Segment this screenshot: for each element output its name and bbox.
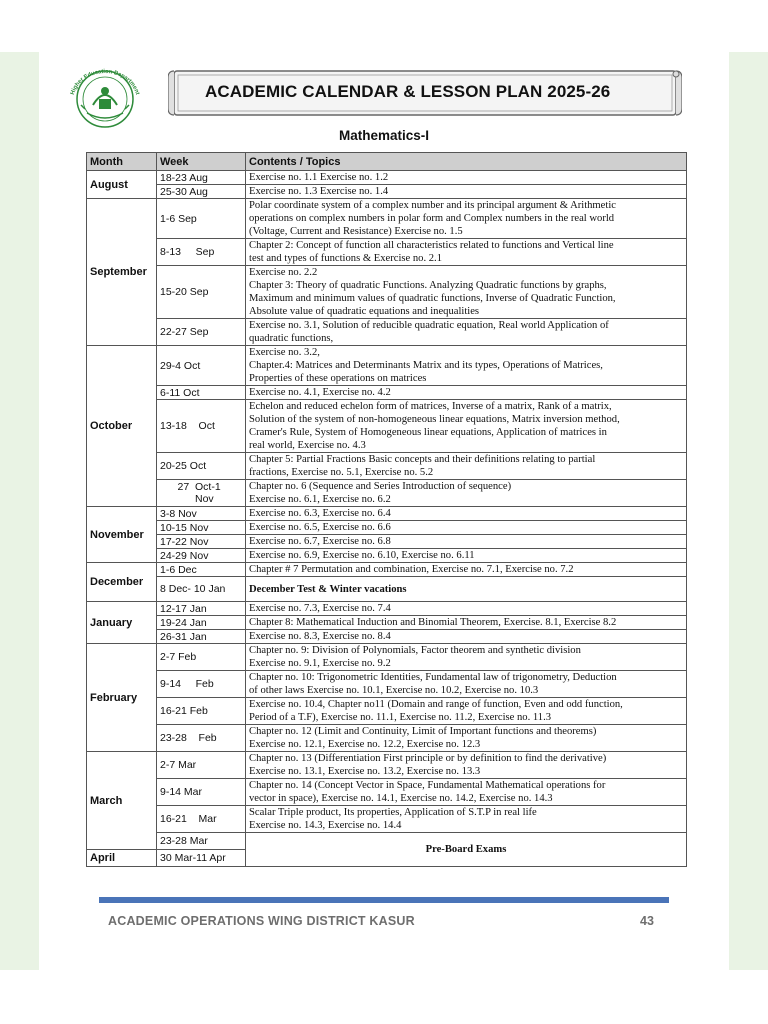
table-row: [87, 480, 687, 507]
svg-text:Higher Education Department: Higher Education Department: [69, 68, 141, 96]
lesson-plan-table: [86, 152, 687, 867]
table-row: [87, 535, 687, 549]
week-cell: 12-17 Jan: [157, 602, 246, 616]
page-number: 43: [640, 914, 654, 928]
table-row: [87, 752, 687, 779]
month-cell: January: [87, 602, 157, 644]
footer-text: ACADEMIC OPERATIONS WING DISTRICT KASUR: [108, 914, 415, 928]
topic-cell: Exercise no. 3.2, Chapter.4: Matrices and Determinants Matrix and its types, Operations of Matrices, Properties of these operations on matrices: [246, 346, 687, 386]
week-cell: 8-13 Sep: [157, 239, 246, 266]
table-row: [87, 698, 687, 725]
week-cell: 27 Oct-1 Nov: [157, 480, 246, 507]
table-row: [87, 199, 687, 239]
topic-cell: Chapter 2: Concept of function all characteristics related to functions and Vertical line test and types of functions & Exercise no. 2.1: [246, 239, 687, 266]
week-cell: 1-6 Dec: [157, 563, 246, 577]
table-row: [87, 671, 687, 698]
week-cell: 24-29 Nov: [157, 549, 246, 563]
table-row: [87, 602, 687, 616]
week-cell: 16-21 Mar: [157, 806, 246, 833]
topic-cell: Chapter no. 12 (Limit and Continuity, Limit of Important functions and theorems) Exercise no. 12.1, Exercise no. 12.2, Exercise no. 12.3: [246, 725, 687, 752]
table-row: [87, 549, 687, 563]
topic-cell: Exercise no. 3.1, Solution of reducible quadratic equation, Real world Application of quadratic functions,: [246, 319, 687, 346]
table-row: [87, 779, 687, 806]
week-cell: 18-23 Aug: [157, 171, 246, 185]
topic-cell: Exercise no. 6.5, Exercise no. 6.6: [246, 521, 687, 535]
month-cell: November: [87, 507, 157, 563]
week-cell: 9-14 Mar: [157, 779, 246, 806]
header-week: Week: [157, 153, 246, 171]
week-cell: 29-4 Oct: [157, 346, 246, 386]
week-cell: 23-28 Mar: [157, 833, 246, 850]
topic-cell: Chapter no. 9: Division of Polynomials, Factor theorem and synthetic division Exercise no. 9.1, Exercise no. 9.2: [246, 644, 687, 671]
month-cell: August: [87, 171, 157, 199]
table-row: [87, 616, 687, 630]
table-row: [87, 577, 687, 602]
week-cell: 19-24 Jan: [157, 616, 246, 630]
table-row: [87, 185, 687, 199]
topic-cell: December Test & Winter vacations: [246, 577, 687, 602]
subject-title: Mathematics-I: [338, 128, 430, 143]
topic-cell: Exercise no. 4.1, Exercise no. 4.2: [246, 386, 687, 400]
week-cell: 8 Dec- 10 Jan: [157, 577, 246, 602]
week-cell: 2-7 Mar: [157, 752, 246, 779]
week-cell: 17-22 Nov: [157, 535, 246, 549]
topic-cell: Chapter # 7 Permutation and combination, Exercise no. 7.1, Exercise no. 7.2: [246, 563, 687, 577]
week-cell: 3-8 Nov: [157, 507, 246, 521]
week-cell: 25-30 Aug: [157, 185, 246, 199]
table-row: [87, 833, 687, 850]
topic-cell: Exercise no. 6.3, Exercise no. 6.4: [246, 507, 687, 521]
table-row: [87, 319, 687, 346]
table-row: [87, 521, 687, 535]
week-cell: 1-6 Sep: [157, 199, 246, 239]
topic-cell: Exercise no. 10.4, Chapter no11 (Domain and range of function, Even and odd function, Period of a T.F), Exercise no. 11.1, Exercise no. 11.2, Exercise no. 11.3: [246, 698, 687, 725]
header-topics: Contents / Topics: [246, 153, 687, 171]
week-cell: 13-18 Oct: [157, 400, 246, 453]
right-margin-panel: [729, 52, 768, 970]
topic-cell: Exercise no. 6.9, Exercise no. 6.10, Exercise no. 6.11: [246, 549, 687, 563]
table-row: [87, 806, 687, 833]
pre-board-exams-cell: Pre-Board Exams: [246, 833, 687, 867]
week-cell: 15-20 Sep: [157, 266, 246, 319]
topic-cell: Exercise no. 8.3, Exercise no. 8.4: [246, 630, 687, 644]
topic-cell: Exercise no. 7.3, Exercise no. 7.4: [246, 602, 687, 616]
table-row: [87, 346, 687, 386]
footer-rule: [99, 897, 669, 903]
month-cell: December: [87, 563, 157, 602]
table-row: [87, 563, 687, 577]
table-row: [87, 386, 687, 400]
topic-cell: Exercise no. 1.3 Exercise no. 1.4: [246, 185, 687, 199]
topic-cell: Echelon and reduced echelon form of matrices, Inverse of a matrix, Rank of a matrix, Solution of the system of non-homogeneous linear equations, Matrix inversion method, Cramer's Rule, System of Homogeneous linear equations, Application of matrices in real world, Exercise no. 4.3: [246, 400, 687, 453]
week-cell: 26-31 Jan: [157, 630, 246, 644]
topic-cell: Exercise no. 6.7, Exercise no. 6.8: [246, 535, 687, 549]
month-cell: February: [87, 644, 157, 752]
table-row: [87, 266, 687, 319]
table-row: [87, 400, 687, 453]
week-cell: 23-28 Feb: [157, 725, 246, 752]
table-header-row: [87, 153, 687, 171]
department-logo: [55, 65, 155, 129]
week-cell: 16-21 Feb: [157, 698, 246, 725]
topic-cell: Chapter no. 6 (Sequence and Series Introduction of sequence) Exercise no. 6.1, Exercise no. 6.2: [246, 480, 687, 507]
page-title: ACADEMIC CALENDAR & LESSON PLAN 2025-26: [205, 82, 611, 101]
topic-cell: Exercise no. 1.1 Exercise no. 1.2: [246, 171, 687, 185]
topic-cell: Exercise no. 2.2 Chapter 3: Theory of quadratic Functions. Analyzing Quadratic functions by graphs, Maximum and minimum values of quadratic functions, Inverse of Quadratic Function, Absolute value of quadratic equations and inequalities: [246, 266, 687, 319]
week-cell: 10-15 Nov: [157, 521, 246, 535]
table-row: [87, 725, 687, 752]
topic-cell: Chapter 5: Partial Fractions Basic concepts and their definitions relating to partial fractions, Exercise no. 5.1, Exercise no. 5.2: [246, 453, 687, 480]
table-row: [87, 239, 687, 266]
topic-cell: Chapter 8: Mathematical Induction and Binomial Theorem, Exercise. 8.1, Exercise 8.2: [246, 616, 687, 630]
week-cell: 9-14 Feb: [157, 671, 246, 698]
week-cell: 30 Mar-11 Apr: [157, 850, 246, 867]
week-cell: 22-27 Sep: [157, 319, 246, 346]
table-row: [87, 453, 687, 480]
topic-cell: Polar coordinate system of a complex number and its principal argument & Arithmetic operations on complex numbers in polar form and Complex numbers in the real world (Voltage, Current and Resistance) Exercise no. 1.5: [246, 199, 687, 239]
topic-cell: Scalar Triple product, Its properties, Application of S.T.P in real life Exercise no. 14.3, Exercise no. 14.4: [246, 806, 687, 833]
week-cell: 20-25 Oct: [157, 453, 246, 480]
topic-cell: Chapter no. 13 (Differentiation First principle or by definition to find the derivative) Exercise no. 13.1, Exercise no. 13.2, Exercise no. 13.3: [246, 752, 687, 779]
month-cell: September: [87, 199, 157, 346]
left-margin-panel: [0, 52, 39, 970]
table-row: [87, 644, 687, 671]
week-cell: 6-11 Oct: [157, 386, 246, 400]
month-cell: October: [87, 346, 157, 507]
month-cell: March: [87, 752, 157, 850]
table-row: [87, 630, 687, 644]
topic-cell: Chapter no. 10: Trigonometric Identities, Fundamental law of trigonometry, Deduction of other laws Exercise no. 10.1, Exercise no. 10.2, Exercise no. 10.3: [246, 671, 687, 698]
header-month: Month: [87, 153, 157, 171]
week-cell: 2-7 Feb: [157, 644, 246, 671]
topic-cell: Chapter no. 14 (Concept Vector in Space, Fundamental Mathematical operations for vector in space), Exercise no. 14.1, Exercise no. 14.2, Exercise no. 14.3: [246, 779, 687, 806]
table-row: [87, 171, 687, 185]
month-cell: April: [87, 850, 157, 867]
table-row: [87, 507, 687, 521]
